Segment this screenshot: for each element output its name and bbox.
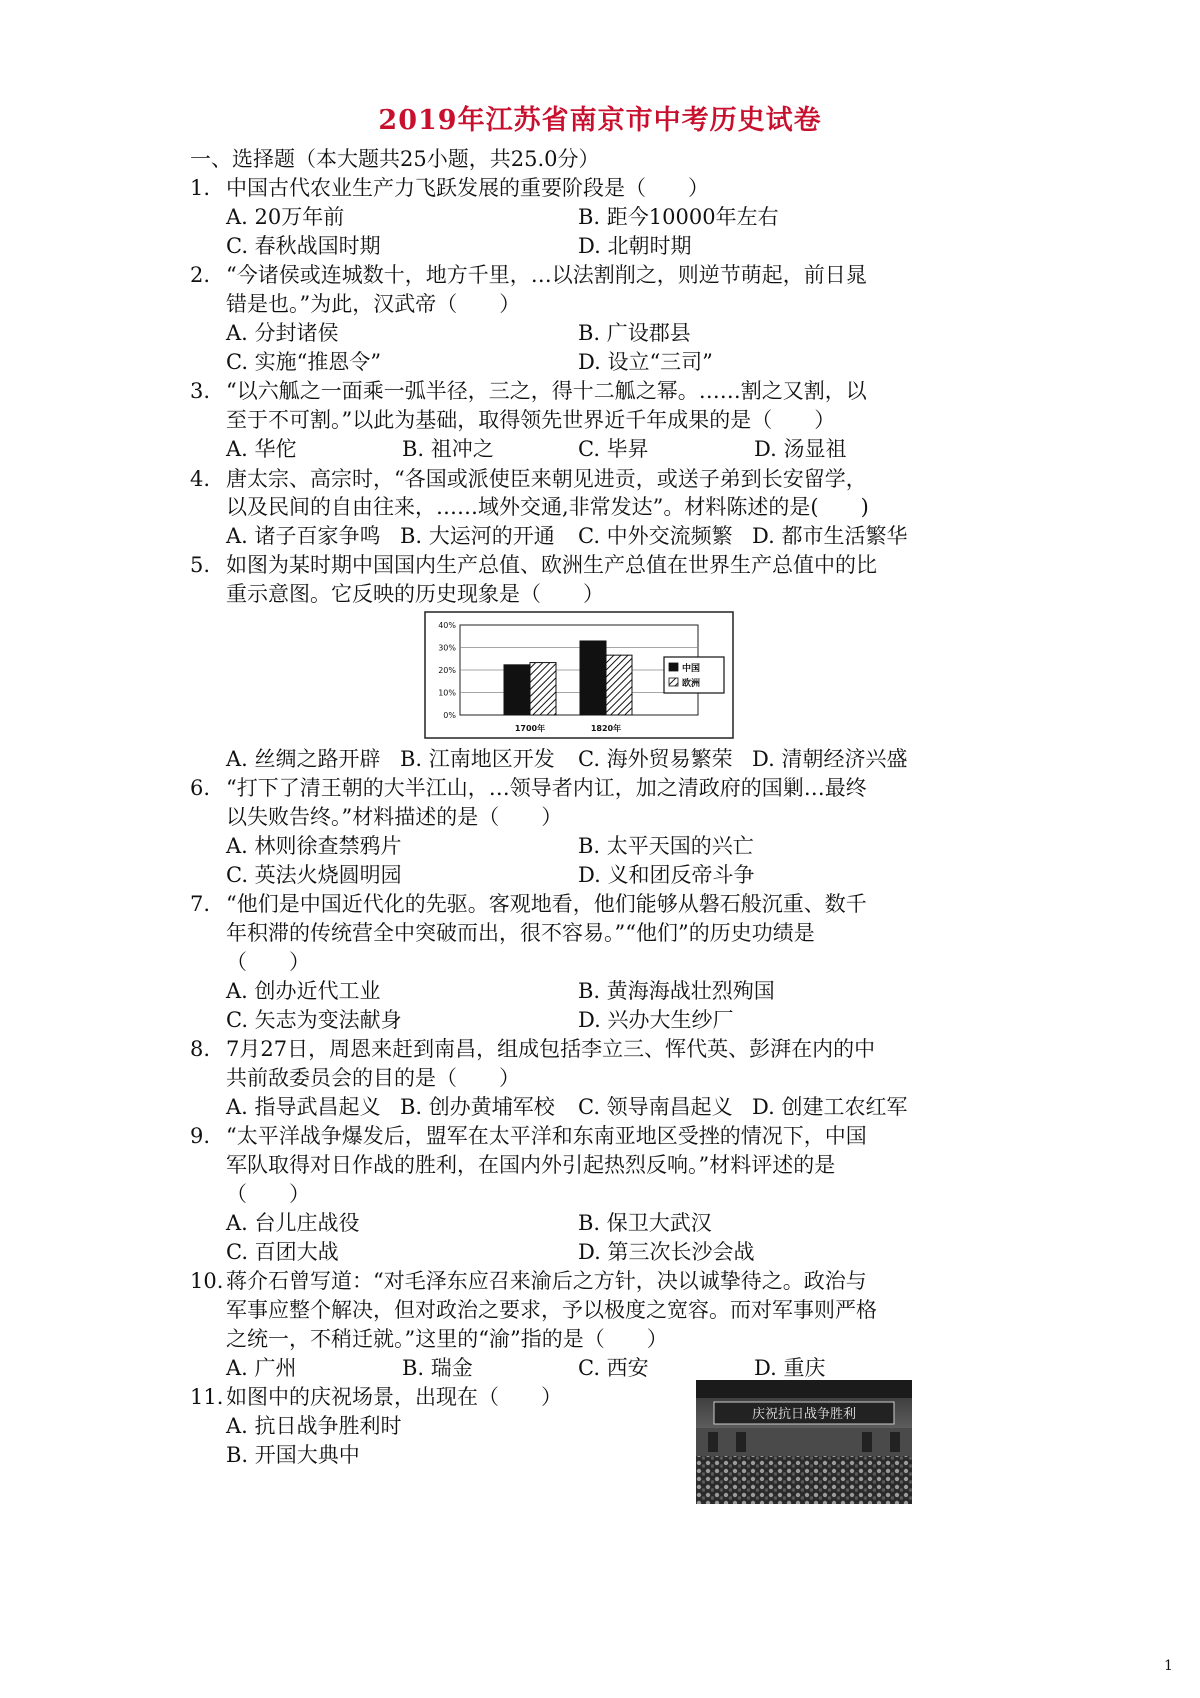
question-text: 7月27日，周恩来赶到南昌，组成包括李立三、恽代英、彭湃在内的中 [226,1037,876,1061]
option-a: A. 诸子百家争鸣 [226,524,381,548]
question-text: “他们是中国近代化的先驱。客观地看，他们能够从磐石般沉重、数千 [226,892,867,916]
building-top [696,1380,912,1398]
option-b: B. 创办黄埔军校 [400,1095,555,1119]
option-d: D. 兴办大生纱厂 [578,1008,734,1032]
question-text: “以六觚之一面乘一弧半径，三之，得十二觚之幂。……割之又割，以 [226,379,867,403]
option-c: C. 毕昇 [578,437,649,461]
option-c: C. 实施“推恩令” [226,350,382,374]
y-tick-label: 0% [443,711,456,720]
question-text: 以失败告终。”材料描述的是（ ） [226,805,563,829]
question-text: 以及民间的自由往来，……域外交通,非常发达”。材料陈述的是( ) [226,495,869,519]
window [862,1432,872,1452]
question-text: “打下了清王朝的大半江山，…领导者内讧，加之清政府的国剿…最终 [226,776,867,800]
option-b: B. 太平天国的兴亡 [578,834,754,858]
question-number: 2. [190,263,211,287]
legend-swatch [669,663,678,671]
bar-china [580,641,606,715]
crowd [696,1456,912,1504]
y-tick-label: 30% [438,643,456,653]
question-text: “太平洋战争爆发后，盟军在太平洋和东南亚地区受挫的情况下，中国 [226,1124,867,1148]
option-c: C. 英法火烧圆明园 [226,863,402,887]
option-c: C. 领导南昌起义 [578,1095,733,1119]
option-b: B. 祖冲之 [402,437,494,461]
window [736,1432,746,1452]
option-a: A. 台儿庄战役 [226,1211,360,1235]
option-a: A. 丝绸之路开辟 [226,747,381,771]
option-a: A. 广州 [226,1356,297,1380]
option-d: D. 汤显祖 [754,437,847,461]
x-tick-label: 1820年 [590,724,622,733]
option-b: B. 江南地区开发 [400,747,555,771]
option-b: B. 开国大典中 [226,1443,360,1467]
y-tick-label: 10% [438,688,456,698]
window [890,1432,900,1452]
question-text: （ ） [226,950,310,974]
option-b: B. 距今10000年左右 [578,205,779,229]
option-b: B. 瑞金 [402,1356,473,1380]
question-text: “今诸侯或连城数十，地方千里，…以法割削之，则逆节萌起，前日晁 [226,263,867,287]
option-d: D. 第三次长沙会战 [578,1240,755,1264]
option-b: B. 广设郡县 [578,321,691,345]
option-b: B. 保卫大武汉 [578,1211,712,1235]
option-a: A. 指导武昌起义 [226,1095,381,1119]
question-text: 军事应整个解决，但对政治之要求，予以极度之宽容。而对军事则严格 [226,1298,877,1322]
option-d: D. 创建工农红军 [752,1095,908,1119]
question-number: 9. [190,1124,211,1148]
option-c: C. 西安 [578,1356,649,1380]
option-b: B. 大运河的开通 [400,524,555,548]
question-text: 之统一，不稍迁就。”这里的“渝”指的是（ ） [226,1327,668,1351]
question-text: 重示意图。它反映的历史现象是（ ） [226,582,604,606]
option-c: C. 中外交流频繁 [578,524,733,548]
bar-china [504,665,530,715]
window [708,1432,718,1452]
question-text: 中国古代农业生产力飞跃发展的重要阶段是（ ） [226,176,709,200]
option-d: D. 都市生活繁华 [752,524,908,548]
question-number: 8. [190,1037,211,1061]
bar-europe [606,655,632,715]
option-d: D. 北朝时期 [578,234,692,258]
option-a: A. 林则徐查禁鸦片 [226,834,402,858]
question-number: 4. [190,467,211,491]
option-c: C. 矢志为变法献身 [226,1008,402,1032]
question-text: 共前敌委员会的目的是（ ） [226,1066,520,1090]
question-text: 蒋介石曾写道：“对毛泽东应召来渝后之方针，决以诚挚待之。政治与 [226,1269,867,1293]
question-text: （ ） [226,1182,310,1206]
option-d: D. 重庆 [754,1356,826,1380]
bar-europe [530,663,556,715]
question-number: 5. [190,553,211,577]
section-heading: 一、选择题（本大题共25小题，共25.0分） [190,147,600,171]
question-number: 11. [190,1385,224,1409]
legend-swatch [669,678,678,686]
option-b: B. 黄海海战壮烈殉国 [578,979,775,1003]
x-tick-label: 1700年 [514,724,546,733]
question-text: 年积滞的传统营全中突破而出，很不容易。”“他们”的历史功绩是 [226,921,815,945]
question-text: 如图中的庆祝场景，出现在（ ） [226,1385,562,1409]
question-number: 10. [190,1269,224,1293]
exam-title: 2019年江苏省南京市中考历史试卷 [378,105,822,136]
question-text: 如图为某时期中国国内生产总值、欧洲生产总值在世界生产总值中的比 [226,553,877,577]
question-text: 至于不可割。”以此为基础，取得领先世界近千年成果的是（ ） [226,408,836,432]
y-tick-label: 20% [438,666,456,675]
option-a: A. 20万年前 [226,205,345,229]
banner-text: 庆祝抗日战争胜利 [751,1407,857,1422]
question-number: 3. [190,379,211,403]
option-d: D. 义和团反帝斗争 [578,863,755,887]
option-d: D. 设立“三司” [578,350,713,374]
celebration-photo [696,1380,912,1504]
option-a: A. 分封诸侯 [226,321,339,345]
question-number: 7. [190,892,211,916]
page-number: 1 [1164,1658,1173,1674]
legend-label: 欧洲 [682,679,701,689]
question-text: 唐太宗、高宗时，“各国或派使臣来朝见进贡，或送子弟到长安留学， [226,467,867,491]
question-number: 1. [190,176,211,200]
gdp-bar-chart [424,611,734,739]
building-facade [696,1428,912,1456]
question-text: 错是也。”为此，汉武帝（ ） [226,292,521,316]
option-d: D. 清朝经济兴盛 [752,747,908,771]
option-a: A. 创办近代工业 [226,979,381,1003]
question-number: 6. [190,776,211,800]
option-c: C. 百团大战 [226,1240,339,1264]
option-c: C. 海外贸易繁荣 [578,747,733,771]
option-a: A. 华佗 [226,437,297,461]
legend-label: 中国 [682,664,701,674]
question-text: 军队取得对日作战的胜利，在国内外引起热烈反响。”材料评述的是 [226,1153,836,1177]
option-a: A. 抗日战争胜利时 [226,1414,402,1438]
y-tick-label: 40% [438,621,456,630]
option-c: C. 春秋战国时期 [226,234,381,258]
